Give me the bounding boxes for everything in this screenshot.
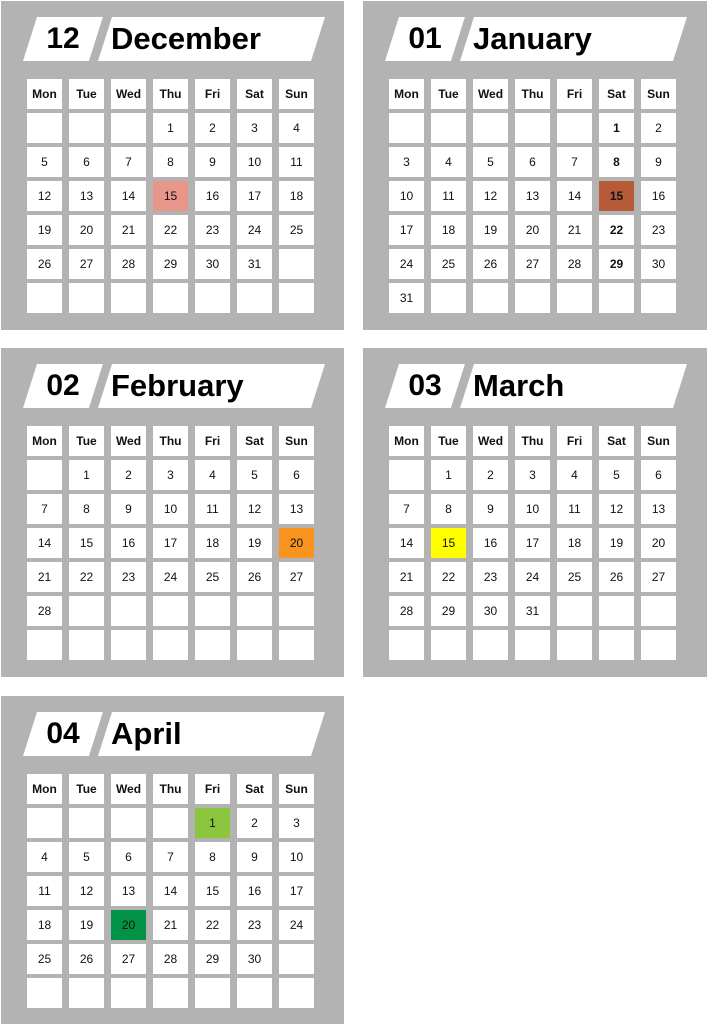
empty-day-cell	[641, 630, 676, 660]
weekday-header: Wed	[111, 426, 146, 456]
month-card-march	[363, 348, 707, 677]
day-cell: 3	[279, 808, 314, 838]
weekday-header: Thu	[153, 79, 188, 109]
day-grid	[27, 79, 314, 313]
day-cell: 10	[389, 181, 424, 211]
month-banner	[385, 364, 687, 408]
day-cell: 9	[473, 494, 508, 524]
day-cell: 14	[153, 876, 188, 906]
day-cell: 23	[195, 215, 230, 245]
day-cell: 18	[27, 910, 62, 940]
empty-day-cell	[27, 113, 62, 143]
day-cell: 22	[195, 910, 230, 940]
day-cell: 23	[237, 910, 272, 940]
day-cell: 2	[641, 113, 676, 143]
empty-day-cell	[153, 808, 188, 838]
weekday-header: Thu	[515, 426, 550, 456]
day-cell: 8	[153, 147, 188, 177]
day-cell: 11	[279, 147, 314, 177]
day-cell: 21	[27, 562, 62, 592]
weekday-header: Wed	[473, 79, 508, 109]
day-cell: 12	[27, 181, 62, 211]
empty-day-cell	[279, 283, 314, 313]
day-cell: 30	[237, 944, 272, 974]
empty-day-cell	[389, 460, 424, 490]
day-cell: 5	[599, 460, 634, 490]
day-cell: 10	[515, 494, 550, 524]
day-cell: 15	[69, 528, 104, 558]
day-cell: 4	[557, 460, 592, 490]
day-cell: 17	[389, 215, 424, 245]
empty-day-cell	[515, 630, 550, 660]
day-cell: 29	[599, 249, 634, 279]
weekday-header: Thu	[515, 79, 550, 109]
day-cell: 27	[279, 562, 314, 592]
day-cell: 25	[195, 562, 230, 592]
empty-day-cell	[473, 113, 508, 143]
highlighted-day-cell: 15	[599, 181, 634, 211]
highlighted-day-cell: 1	[195, 808, 230, 838]
day-cell: 9	[195, 147, 230, 177]
weekday-header: Mon	[389, 426, 424, 456]
empty-day-cell	[279, 944, 314, 974]
day-cell: 26	[599, 562, 634, 592]
day-cell: 29	[195, 944, 230, 974]
day-cell: 26	[69, 944, 104, 974]
day-cell: 13	[279, 494, 314, 524]
empty-day-cell	[599, 630, 634, 660]
highlighted-day-cell: 15	[431, 528, 466, 558]
empty-day-cell	[279, 249, 314, 279]
day-cell: 22	[599, 215, 634, 245]
weekday-header: Tue	[431, 426, 466, 456]
weekday-header: Mon	[27, 774, 62, 804]
day-cell: 7	[557, 147, 592, 177]
empty-day-cell	[473, 630, 508, 660]
empty-day-cell	[557, 283, 592, 313]
day-cell: 22	[431, 562, 466, 592]
month-banner	[23, 17, 325, 61]
day-cell: 2	[195, 113, 230, 143]
day-cell: 2	[111, 460, 146, 490]
day-cell: 9	[111, 494, 146, 524]
day-cell: 18	[195, 528, 230, 558]
empty-day-cell	[473, 283, 508, 313]
empty-day-cell	[557, 630, 592, 660]
weekday-header: Fri	[557, 79, 592, 109]
month-number: 01	[408, 22, 442, 55]
month-card-april	[1, 696, 344, 1024]
day-cell: 6	[69, 147, 104, 177]
weekday-header: Wed	[473, 426, 508, 456]
day-cell: 27	[111, 944, 146, 974]
day-cell: 1	[599, 113, 634, 143]
day-cell: 21	[111, 215, 146, 245]
day-cell: 28	[557, 249, 592, 279]
day-cell: 27	[641, 562, 676, 592]
day-cell: 4	[279, 113, 314, 143]
month-banner	[23, 712, 325, 756]
empty-day-cell	[599, 283, 634, 313]
day-cell: 12	[599, 494, 634, 524]
weekday-header: Mon	[27, 426, 62, 456]
day-cell: 18	[431, 215, 466, 245]
day-cell: 13	[111, 876, 146, 906]
day-cell: 18	[279, 181, 314, 211]
day-cell: 30	[195, 249, 230, 279]
empty-day-cell	[153, 978, 188, 1008]
day-cell: 14	[27, 528, 62, 558]
day-cell: 28	[153, 944, 188, 974]
day-grid	[27, 774, 314, 1008]
empty-day-cell	[111, 978, 146, 1008]
day-cell: 21	[557, 215, 592, 245]
month-number: 03	[408, 369, 442, 402]
day-cell: 6	[111, 842, 146, 872]
day-cell: 11	[431, 181, 466, 211]
day-cell: 5	[27, 147, 62, 177]
empty-day-cell	[153, 630, 188, 660]
day-cell: 25	[557, 562, 592, 592]
day-cell: 14	[389, 528, 424, 558]
empty-day-cell	[279, 596, 314, 626]
day-cell: 6	[641, 460, 676, 490]
empty-day-cell	[69, 283, 104, 313]
day-cell: 20	[515, 215, 550, 245]
month-number: 04	[46, 717, 80, 750]
day-cell: 13	[515, 181, 550, 211]
weekday-header: Tue	[69, 426, 104, 456]
empty-day-cell	[237, 630, 272, 660]
day-cell: 24	[389, 249, 424, 279]
highlighted-day-cell: 15	[153, 181, 188, 211]
day-cell: 2	[473, 460, 508, 490]
day-cell: 8	[599, 147, 634, 177]
empty-day-cell	[279, 978, 314, 1008]
day-cell: 3	[515, 460, 550, 490]
day-cell: 12	[473, 181, 508, 211]
empty-day-cell	[69, 113, 104, 143]
day-cell: 23	[473, 562, 508, 592]
weekday-header: Wed	[111, 774, 146, 804]
day-grid	[389, 426, 676, 660]
day-cell: 3	[389, 147, 424, 177]
day-cell: 1	[69, 460, 104, 490]
empty-day-cell	[153, 283, 188, 313]
day-cell: 22	[153, 215, 188, 245]
day-cell: 4	[27, 842, 62, 872]
empty-day-cell	[195, 630, 230, 660]
empty-day-cell	[641, 283, 676, 313]
day-cell: 12	[237, 494, 272, 524]
day-cell: 25	[279, 215, 314, 245]
day-cell: 5	[237, 460, 272, 490]
month-banner	[385, 17, 687, 61]
empty-day-cell	[515, 283, 550, 313]
day-cell: 21	[389, 562, 424, 592]
day-cell: 3	[237, 113, 272, 143]
day-cell: 5	[473, 147, 508, 177]
month-name: April	[111, 716, 182, 751]
weekday-header: Wed	[111, 79, 146, 109]
empty-day-cell	[195, 596, 230, 626]
day-cell: 16	[473, 528, 508, 558]
empty-day-cell	[69, 596, 104, 626]
day-cell: 16	[237, 876, 272, 906]
month-name: February	[111, 368, 244, 403]
day-cell: 30	[473, 596, 508, 626]
weekday-header: Thu	[153, 426, 188, 456]
day-cell: 20	[641, 528, 676, 558]
weekday-header: Tue	[69, 79, 104, 109]
day-cell: 31	[237, 249, 272, 279]
month-card-february	[1, 348, 344, 677]
day-cell: 16	[195, 181, 230, 211]
day-cell: 29	[431, 596, 466, 626]
day-cell: 7	[153, 842, 188, 872]
empty-day-cell	[641, 596, 676, 626]
day-cell: 17	[515, 528, 550, 558]
day-cell: 23	[111, 562, 146, 592]
empty-day-cell	[431, 630, 466, 660]
empty-day-cell	[27, 978, 62, 1008]
day-cell: 25	[27, 944, 62, 974]
weekday-header: Fri	[195, 79, 230, 109]
day-cell: 10	[237, 147, 272, 177]
empty-day-cell	[27, 460, 62, 490]
day-cell: 4	[431, 147, 466, 177]
day-cell: 10	[153, 494, 188, 524]
empty-day-cell	[195, 978, 230, 1008]
day-cell: 16	[111, 528, 146, 558]
month-name: December	[111, 21, 261, 56]
day-cell: 27	[515, 249, 550, 279]
empty-day-cell	[557, 113, 592, 143]
day-cell: 6	[279, 460, 314, 490]
day-grid	[27, 426, 314, 660]
day-cell: 9	[237, 842, 272, 872]
empty-day-cell	[111, 808, 146, 838]
day-cell: 12	[69, 876, 104, 906]
weekday-header: Mon	[27, 79, 62, 109]
day-cell: 25	[431, 249, 466, 279]
weekday-header: Fri	[195, 426, 230, 456]
day-cell: 28	[27, 596, 62, 626]
day-cell: 2	[237, 808, 272, 838]
empty-day-cell	[237, 596, 272, 626]
day-cell: 8	[69, 494, 104, 524]
weekday-header: Sat	[599, 79, 634, 109]
weekday-header: Sun	[279, 79, 314, 109]
empty-day-cell	[27, 630, 62, 660]
empty-day-cell	[195, 283, 230, 313]
day-cell: 22	[69, 562, 104, 592]
empty-day-cell	[237, 283, 272, 313]
day-cell: 9	[641, 147, 676, 177]
day-cell: 19	[27, 215, 62, 245]
month-card-december	[1, 1, 344, 330]
day-cell: 8	[195, 842, 230, 872]
day-cell: 21	[153, 910, 188, 940]
day-cell: 28	[111, 249, 146, 279]
day-cell: 6	[515, 147, 550, 177]
day-cell: 10	[279, 842, 314, 872]
weekday-header: Sat	[237, 426, 272, 456]
day-cell: 11	[195, 494, 230, 524]
empty-day-cell	[599, 596, 634, 626]
month-number: 02	[46, 369, 80, 402]
day-cell: 26	[237, 562, 272, 592]
day-cell: 8	[431, 494, 466, 524]
month-number: 12	[46, 22, 80, 55]
day-cell: 19	[599, 528, 634, 558]
empty-day-cell	[111, 596, 146, 626]
day-cell: 28	[389, 596, 424, 626]
day-cell: 3	[153, 460, 188, 490]
empty-day-cell	[27, 808, 62, 838]
day-cell: 31	[389, 283, 424, 313]
weekday-header: Tue	[69, 774, 104, 804]
day-cell: 18	[557, 528, 592, 558]
empty-day-cell	[69, 630, 104, 660]
day-cell: 13	[69, 181, 104, 211]
day-cell: 14	[557, 181, 592, 211]
day-cell: 11	[557, 494, 592, 524]
day-cell: 7	[389, 494, 424, 524]
day-cell: 11	[27, 876, 62, 906]
month-banner	[23, 364, 325, 408]
day-cell: 19	[69, 910, 104, 940]
empty-day-cell	[557, 596, 592, 626]
day-cell: 29	[153, 249, 188, 279]
day-cell: 19	[473, 215, 508, 245]
month-name: January	[473, 21, 592, 56]
day-cell: 17	[237, 181, 272, 211]
day-cell: 17	[279, 876, 314, 906]
day-cell: 4	[195, 460, 230, 490]
day-cell: 14	[111, 181, 146, 211]
empty-day-cell	[279, 630, 314, 660]
empty-day-cell	[27, 283, 62, 313]
day-cell: 24	[153, 562, 188, 592]
day-cell: 1	[153, 113, 188, 143]
weekday-header: Thu	[153, 774, 188, 804]
day-cell: 27	[69, 249, 104, 279]
day-cell: 31	[515, 596, 550, 626]
highlighted-day-cell: 20	[279, 528, 314, 558]
day-cell: 19	[237, 528, 272, 558]
day-grid	[389, 79, 676, 313]
day-cell: 5	[69, 842, 104, 872]
weekday-header: Sun	[641, 79, 676, 109]
weekday-header: Tue	[431, 79, 466, 109]
empty-day-cell	[515, 113, 550, 143]
empty-day-cell	[431, 283, 466, 313]
empty-day-cell	[69, 978, 104, 1008]
empty-day-cell	[111, 113, 146, 143]
weekday-header: Sun	[279, 426, 314, 456]
day-cell: 7	[111, 147, 146, 177]
weekday-header: Sat	[599, 426, 634, 456]
day-cell: 15	[195, 876, 230, 906]
day-cell: 16	[641, 181, 676, 211]
day-cell: 26	[473, 249, 508, 279]
day-cell: 30	[641, 249, 676, 279]
day-cell: 1	[431, 460, 466, 490]
empty-day-cell	[69, 808, 104, 838]
weekday-header: Sun	[279, 774, 314, 804]
day-cell: 13	[641, 494, 676, 524]
month-card-january	[363, 1, 707, 330]
empty-day-cell	[111, 283, 146, 313]
empty-day-cell	[237, 978, 272, 1008]
day-cell: 24	[515, 562, 550, 592]
weekday-header: Sat	[237, 774, 272, 804]
empty-day-cell	[153, 596, 188, 626]
highlighted-day-cell: 20	[111, 910, 146, 940]
weekday-header: Mon	[389, 79, 424, 109]
day-cell: 26	[27, 249, 62, 279]
empty-day-cell	[111, 630, 146, 660]
month-name: March	[473, 368, 565, 403]
weekday-header: Fri	[195, 774, 230, 804]
day-cell: 7	[27, 494, 62, 524]
empty-day-cell	[389, 630, 424, 660]
empty-day-cell	[431, 113, 466, 143]
weekday-header: Sat	[237, 79, 272, 109]
day-cell: 24	[279, 910, 314, 940]
day-cell: 20	[69, 215, 104, 245]
day-cell: 24	[237, 215, 272, 245]
day-cell: 23	[641, 215, 676, 245]
weekday-header: Sun	[641, 426, 676, 456]
day-cell: 17	[153, 528, 188, 558]
weekday-header: Fri	[557, 426, 592, 456]
empty-day-cell	[389, 113, 424, 143]
